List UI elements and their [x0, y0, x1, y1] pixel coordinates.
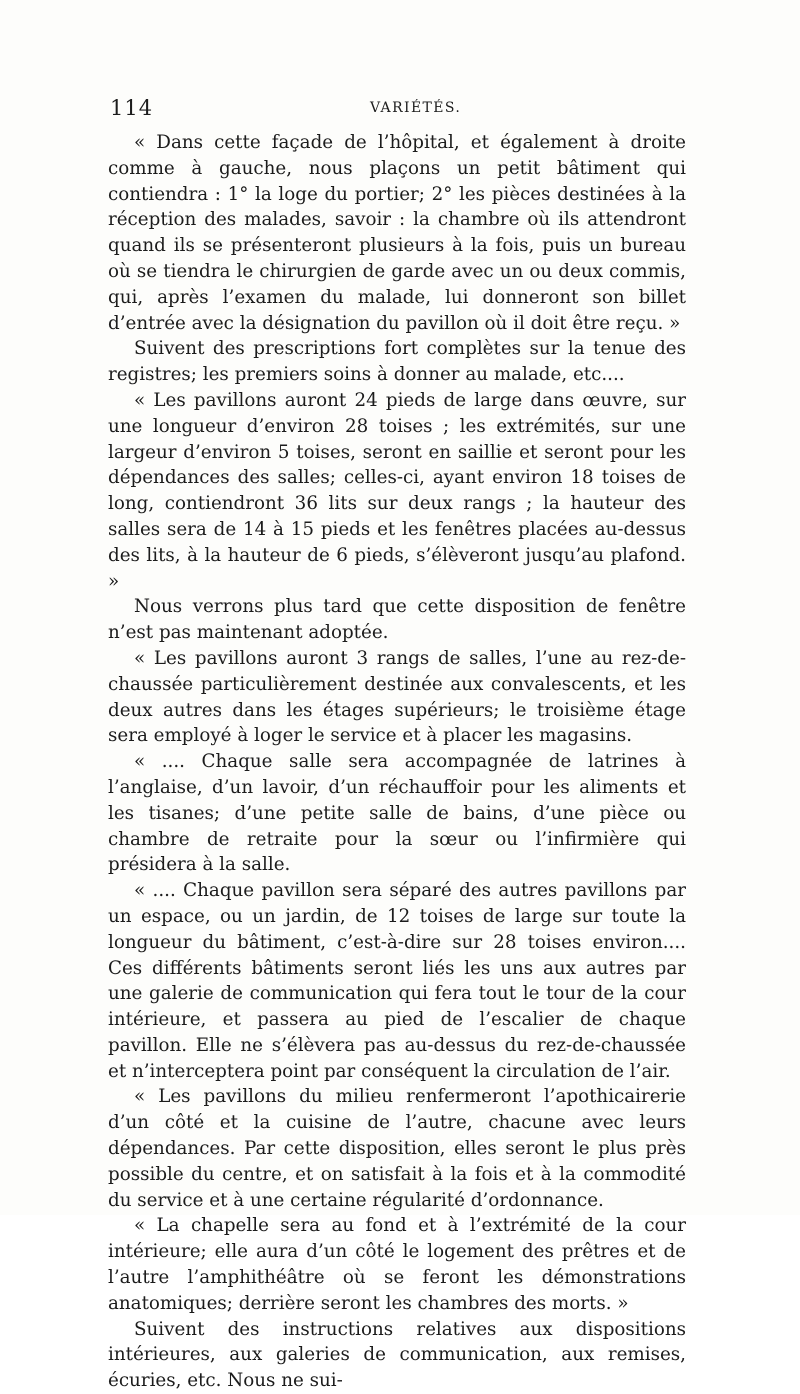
- paragraph-registers: Suivent des prescriptions fort complètes sur la tenue des registres; les premiers soins à donner au malade, etc....: [108, 338, 686, 386]
- paragraph-instructions: Suivent des instructions relatives aux dispositions intérieures, aux galeries de communication, aux remises, écuries, etc. Nous ne sui-: [108, 1318, 686, 1392]
- paragraph-pavilion-spacing: « .... Chaque pavillon sera séparé des autres pavillons par un espace, ou un jardin, de 12 toises de large sur toute la longueur du bâtiment, c’est-à-dire sur 28 toises environ.... Ces différents bâtiments seront liés les uns aux autres par une galerie de communication qui fera tout le tour de la cour intérieure, et passera au pied de l’escalier de chaque pavillon. Elle ne s’élèvera pas au-dessus du rez-de-chaussée et n’interceptera point par conséquent la circulation de l’air.: [108, 880, 686, 1082]
- paragraph-pavilion-dimensions: « Les pavillons auront 24 pieds de large dans œuvre, sur une longueur d’environ 28 toises ; les extrémités, sur une largeur d’environ 5 toises, seront en saillie et seront pour les dépendances des salles; celles-ci, ayant environ 18 toises de long, contiendront 36 lits sur deux rangs ; la hauteur des salles sera de 14 à 15 pieds et les fenêtres placées au-dessus des lits, à la hauteur de 6 pieds, s’élèveront jusqu’au plafond. »: [108, 389, 686, 592]
- paragraph-window-remark: Nous verrons plus tard que cette disposition de fenêtre n’est pas maintenant adoptée.: [108, 596, 686, 644]
- body-text: [108, 130, 686, 1394]
- page-number: 114: [110, 96, 154, 120]
- running-head: VARIÉTÉS.: [370, 100, 462, 116]
- paragraph-chapel: « La chapelle sera au fond et à l’extrémité de la cour intérieure; elle aura d’un côté le logement des prêtres et de l’autre l’amphithéâtre où se feront les démonstrations anatomiques; derrière seront les chambres des morts. »: [108, 1215, 686, 1314]
- paragraph-ward-annexes: « .... Chaque salle sera accompagnée de latrines à l’anglaise, d’un lavoir, d’un réchauffoir pour les aliments et les tisanes; d’une petite salle de bains, d’une pièce ou chambre de retraite pour la sœur ou l’infirmière qui présidera à la salle.: [108, 751, 686, 876]
- page-header: [108, 96, 686, 124]
- paragraph-central-pavilions: « Les pavillons du milieu renfermeront l’apothicairerie d’un côté et la cuisine de l’autre, chacune avec leurs dépendances. Par cette disposition, elles seront le plus près possible du centre, et on satisfait à la fois et à la commodité du service et à une certaine régularité d’ordonnance.: [108, 1086, 686, 1211]
- paragraph-facade-description: « Dans cette façade de l’hôpital, et également à droite comme à gauche, nous plaçons un petit bâtiment qui contiendra : 1° la loge du portier; 2° les pièces destinées à la réception des malades, savoir : la chambre où ils attendront quand ils se présenteront plusieurs à la fois, puis un bureau où se tiendra le chirurgien de garde avec un ou deux commis, qui, après l’examen du malade, lui donneront son billet d’entrée avec la désignation du pavillon où il doit être reçu. »: [108, 132, 686, 334]
- paragraph-pavilion-floors: « Les pavillons auront 3 rangs de salles, l’une au rez-de-chaussée particulièrement destinée aux convalescents, et les deux autres dans les étages supérieurs; le troisième étage sera employé à loger le service et à placer les magasins.: [108, 647, 686, 747]
